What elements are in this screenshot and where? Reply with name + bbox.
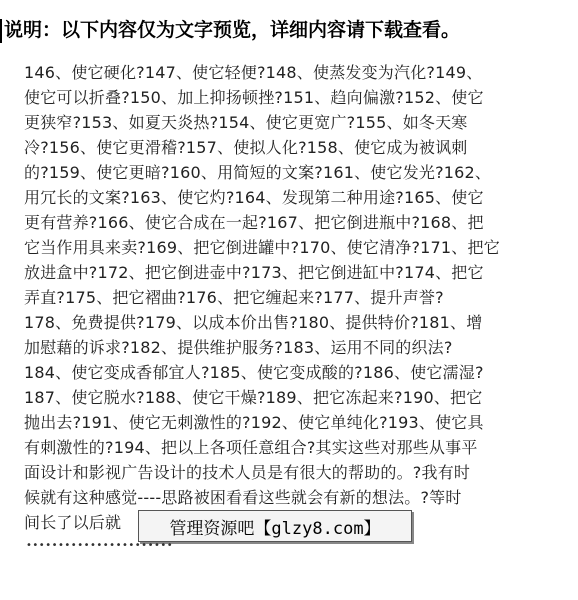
text-line: 用冗长的文案?163、使它灼?164、发现第二种用途?165、使它 bbox=[24, 188, 484, 207]
text-line: 候就有这种感觉----思路被困看看这些就会有新的想法。?等时 bbox=[24, 488, 462, 507]
text-line: 弄直?175、把它褶曲?176、把它缠起来?177、提升声誉? bbox=[24, 288, 444, 307]
text-line: 184、使它变成香郁宜人?185、使它变成酸的?186、使它濡湿? bbox=[24, 363, 484, 382]
preview-notice bbox=[0, 14, 460, 46]
preview-notice-text: 说明：以下内容仅为文字预览，详细内容请下载查看。 bbox=[4, 19, 461, 41]
document-body bbox=[24, 60, 554, 535]
text-line: 加慰藉的诉求?182、提供维护服务?183、运用不同的织法? bbox=[24, 338, 453, 357]
text-line: 187、使它脱水?188、使它干燥?189、把它冻起来?190、把它 bbox=[24, 388, 483, 407]
text-line: 它当作用具来卖?169、把它倒进罐中?170、使它清净?171、把它 bbox=[24, 238, 500, 257]
dotted-separator: ••••••••••••••••••••••• bbox=[26, 540, 174, 551]
text-line: 178、免费提供?179、以成本价出售?180、提供特价?181、增 bbox=[24, 313, 483, 332]
text-line: 放进盒中?172、把它倒进壶中?173、把它倒进缸中?174、把它 bbox=[24, 263, 484, 282]
text-line: 更狭窄?153、如夏天炎热?154、使它更宽广?155、如冬天寒 bbox=[24, 113, 468, 132]
text-line: 146、使它硬化?147、使它轻便?148、使蒸发变为汽化?149、 bbox=[24, 63, 483, 82]
text-line: 冷?156、使它更滑稽?157、使拟人化?158、使它成为被讽刺 bbox=[24, 138, 468, 157]
text-cursor bbox=[0, 19, 2, 43]
text-line: 使它可以折叠?150、加上抑扬顿挫?151、趋向偏激?152、使它 bbox=[24, 88, 484, 107]
text-line: 更有营养?166、使它合成在一起?167、把它倒进瓶中?168、把 bbox=[24, 213, 484, 232]
text-line: 抛出去?191、使它无刺激性的?192、使它单纯化?193、使它具 bbox=[24, 413, 484, 432]
text-line: 有刺激性的?194、把以上各项任意组合?其实这些对那些从事平 bbox=[24, 438, 478, 457]
text-line: 的?159、使它更暗?160、用简短的文案?161、使它发光?162、 bbox=[24, 163, 492, 182]
text-line: 面设计和影视广告设计的技术人员是有很大的帮助的。?我有时 bbox=[24, 463, 471, 482]
watermark-badge: 管理资源吧【glzy8.com】 bbox=[138, 510, 412, 542]
text-line: 间长了以后就 bbox=[24, 513, 122, 532]
